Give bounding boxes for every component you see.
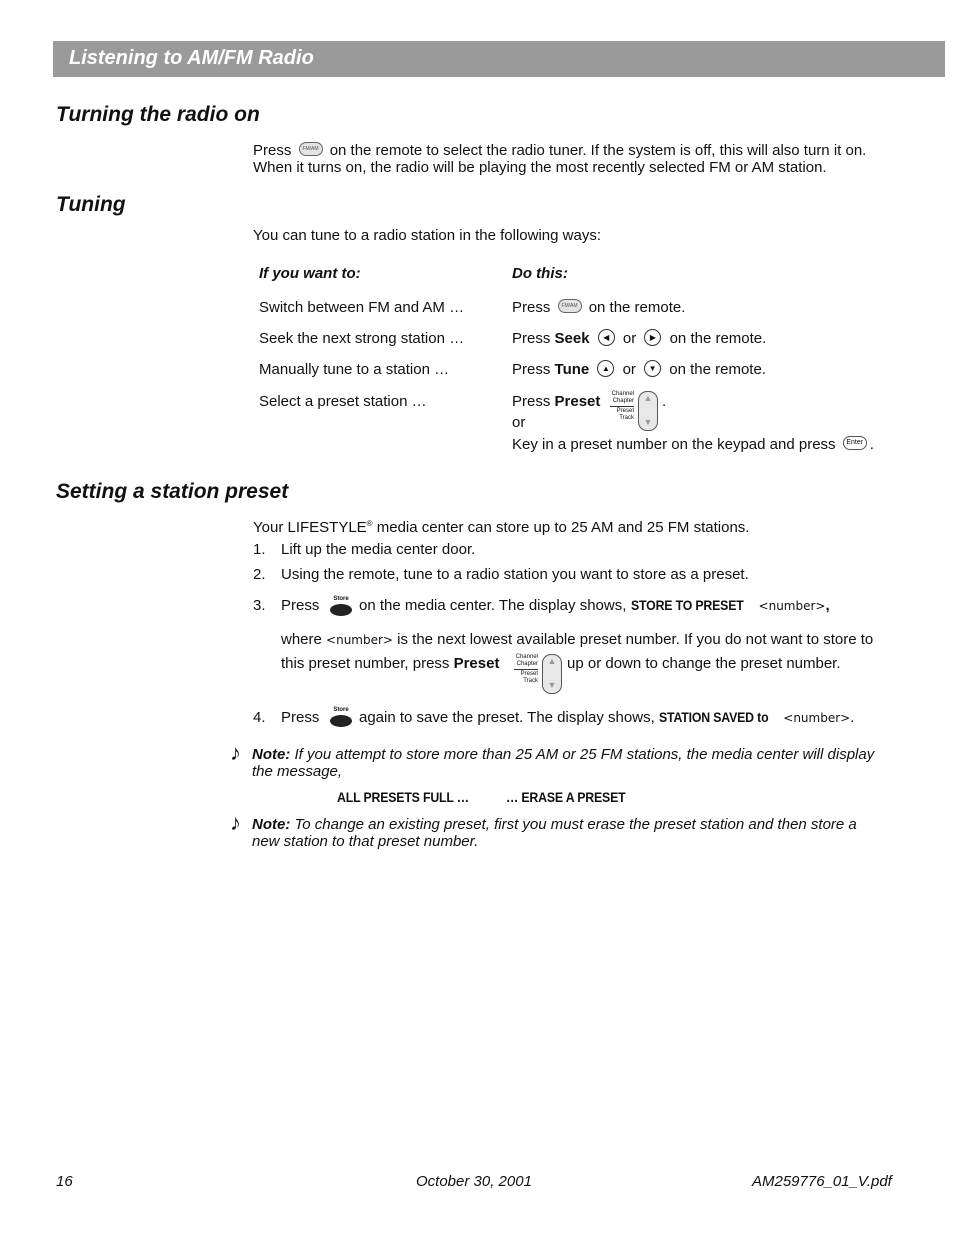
step3-where-line: where <number> is the next lowest available preset number. If you do not want to store to [281, 631, 874, 648]
music-note-icon: ♪ [230, 810, 241, 835]
step-text: Using the remote, tune to a radio station you want to store as a preset. [281, 566, 749, 583]
preset-rocker-icon: Channel Chapter Preset Track ▲ ▼ [514, 654, 566, 694]
preset-intro: Your LIFESTYLE® media center can store up to 25 AM and 25 FM stations. [253, 519, 750, 536]
table-row-want: Manually tune to a station … [259, 361, 450, 378]
step-number: 1. [253, 541, 266, 558]
seek-left-icon: ◀ [598, 329, 615, 346]
heading-tuning: Tuning [56, 193, 126, 216]
enter-button-icon: Enter [843, 436, 867, 450]
step3-preset-rest: up or down to change the preset number. [567, 655, 841, 672]
preset-rocker-icon: Channel Chapter Preset Track ▲ ▼ [610, 391, 662, 431]
step-text: Press [281, 597, 320, 614]
table-row-do: Press Preset [512, 393, 601, 410]
tune-down-icon: ▼ [644, 360, 661, 377]
footer-filename: AM259776_01_V.pdf [752, 1173, 892, 1190]
step-number: 4. [253, 709, 266, 726]
table-row-want: Select a preset station … [259, 393, 427, 410]
preset-period: . [662, 393, 667, 410]
table-row-do: Press FM/AM on the remote. [512, 299, 686, 316]
store-button-icon: Store [329, 596, 353, 618]
fm-am-button-icon: FM/AM [558, 299, 582, 313]
radio-on-line2: When it turns on, the radio will be playing the most recently selected FM or AM station. [253, 159, 827, 176]
display-msg-part2: … ERASE A PRESET [506, 789, 626, 805]
step3-preset-line: this preset number, press Preset [281, 655, 500, 672]
step3-display-line: on the media center. The display shows, STORE TO PRESET <number>, [359, 597, 830, 614]
col-want-header: If you want to: [259, 265, 361, 282]
col-do-header: Do this: [512, 265, 568, 282]
display-text: STORE TO PRESET [630, 597, 744, 613]
step-number: 3. [253, 597, 266, 614]
banner-title: Listening to AM/FM Radio [69, 47, 314, 69]
keyin-line: Key in a preset number on the keypad and press Enter . [512, 436, 874, 453]
table-row-want: Seek the next strong station … [259, 330, 465, 347]
footer-date: October 30, 2001 [416, 1173, 532, 1190]
heading-radio-on: Turning the radio on [56, 103, 260, 126]
table-row-do: Press Tune ▲ or ▼ on the remote. [512, 361, 766, 378]
radio-on-line1: Press FM/AM on the remote to select the radio tuner. If the system is off, this will also turn it on. [253, 142, 867, 159]
display-msg-part1: ALL PRESETS FULL … [337, 789, 469, 805]
tuning-intro: You can tune to a radio station in the following ways: [253, 227, 602, 244]
step4-display-line: again to save the preset. The display shows, STATION SAVED to <number>. [359, 709, 855, 726]
or-line: or [512, 414, 526, 431]
step-text: Press [281, 709, 320, 726]
seek-right-icon: ▶ [644, 329, 661, 346]
page-number: 16 [56, 1173, 73, 1190]
display-text: STATION SAVED to [658, 709, 769, 725]
heading-preset: Setting a station preset [56, 480, 289, 503]
note-2: Note: To change an existing preset, first you must erase the preset station and then store a new station to that preset number. [252, 816, 857, 850]
step-text: Lift up the media center door. [281, 541, 476, 558]
music-note-icon: ♪ [230, 740, 241, 765]
table-row-want: Switch between FM and AM … [259, 299, 465, 316]
step-number: 2. [253, 566, 266, 583]
table-row-do: Press Seek ◀ or ▶ on the remote. [512, 330, 767, 347]
store-button-icon: Store [329, 707, 353, 729]
section-banner [53, 41, 945, 77]
fm-am-button-icon: FM/AM [299, 142, 323, 156]
tune-up-icon: ▲ [597, 360, 614, 377]
note-1: Note: If you attempt to store more than 25 AM or 25 FM stations, the media center will display the message, [252, 746, 875, 780]
